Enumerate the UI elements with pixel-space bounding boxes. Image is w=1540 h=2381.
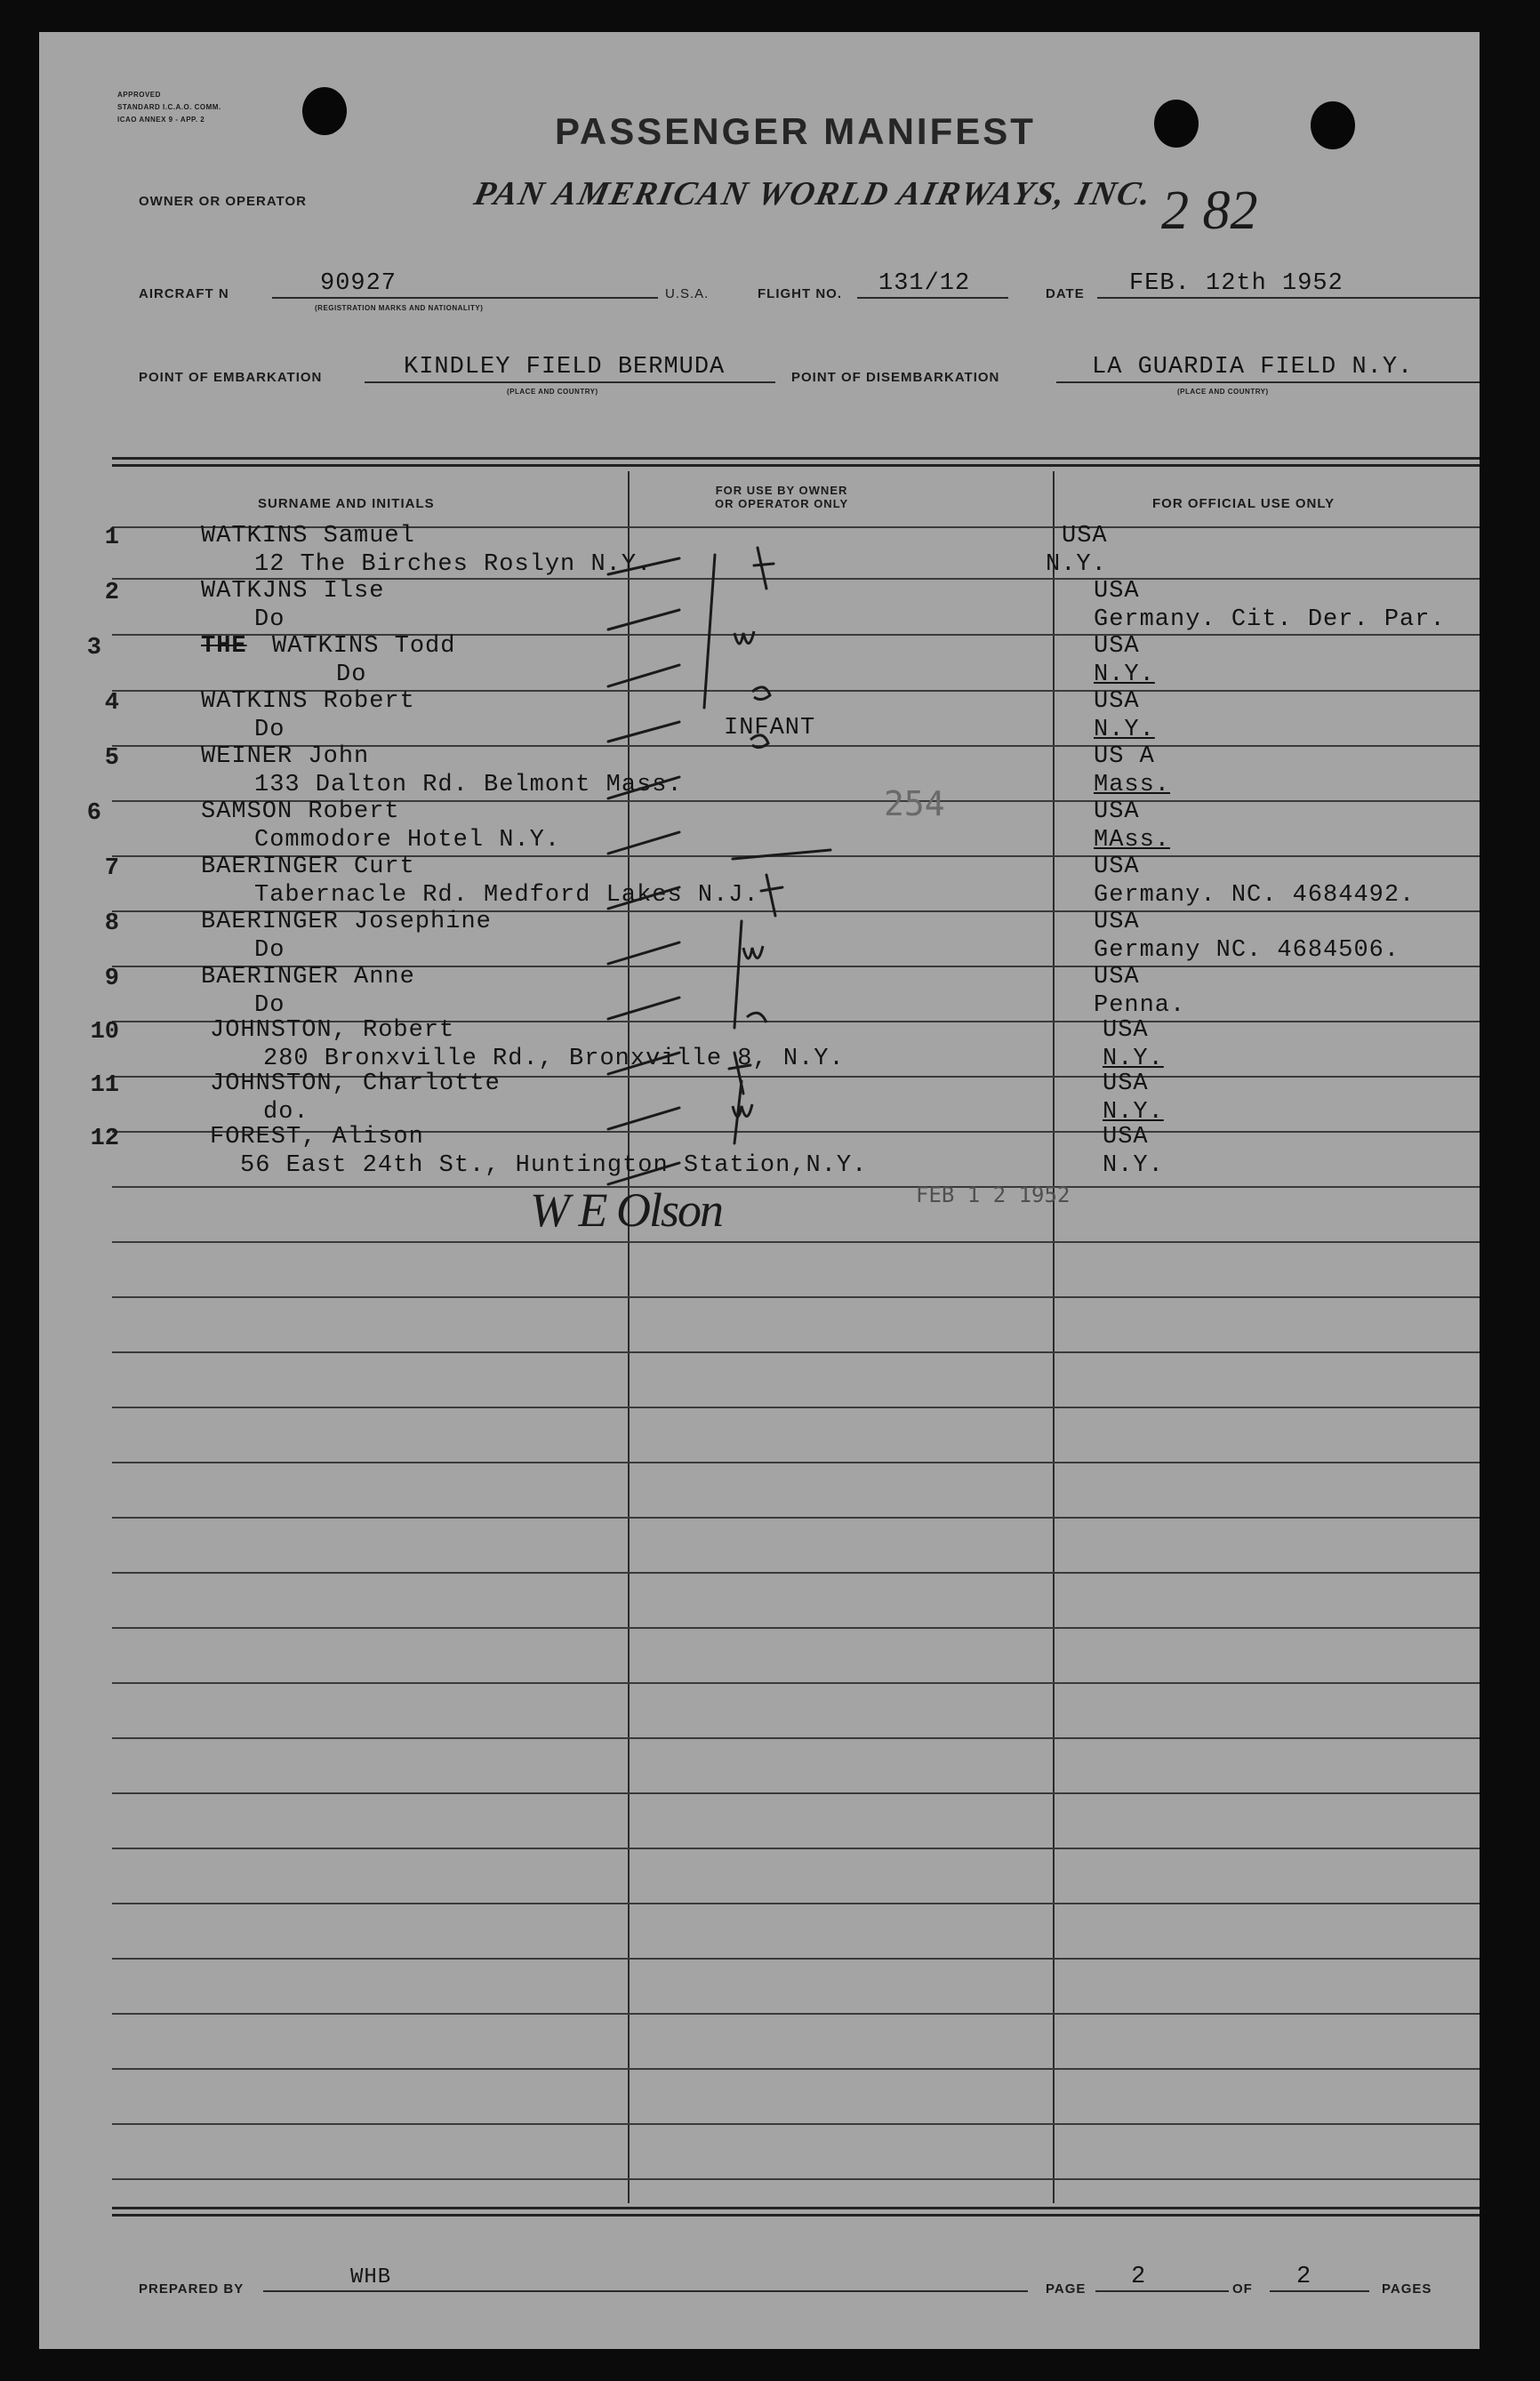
date-value: FEB. 12th 1952 [1129, 270, 1343, 297]
of-label: OF [1232, 2281, 1253, 2297]
aircraft-caption: (REGISTRATION MARKS AND NATIONALITY) [315, 304, 484, 312]
passenger-address: 12 The Birches Roslyn N.Y. [254, 551, 653, 578]
passenger-name: WEINER John [201, 743, 370, 770]
country-label: U.S.A. [665, 286, 710, 301]
disembark-label: POINT OF DISEMBARKATION [791, 370, 1000, 385]
residence: Germany NC. 4684506. [1094, 937, 1400, 964]
residence: Penna. [1094, 992, 1186, 1019]
passenger-name: BAERINGER Curt [201, 854, 415, 880]
header-owner-use: FOR USE BY OWNER OR OPERATOR ONLY [715, 484, 849, 510]
row-number: 1 [104, 525, 119, 551]
residence: N.Y. [1103, 1152, 1164, 1179]
owner-label: OWNER OR OPERATOR [139, 194, 307, 209]
aircraft-label: AIRCRAFT N [139, 286, 229, 301]
nationality: USA [1103, 1017, 1149, 1044]
passenger-name: JOHNSTON, Charlotte [210, 1070, 501, 1097]
date-stamp: FEB 1 2 1952 [916, 1182, 1071, 1207]
residence: N.Y. [1046, 551, 1107, 578]
row-number: 11 [90, 1072, 119, 1099]
passenger-address: do. [263, 1099, 309, 1126]
passenger-address: 133 Dalton Rd. Belmont Mass. [254, 772, 683, 798]
nationality: USA [1094, 688, 1140, 715]
punch-hole [1154, 100, 1199, 148]
residence: MAss. [1094, 827, 1171, 854]
approval-line-3: ICAO ANNEX 9 - APP. 2 [117, 116, 205, 124]
page-value: 2 [1131, 2264, 1147, 2290]
nationality: USA [1094, 854, 1140, 880]
prepared-label: PREPARED BY [139, 2281, 245, 2297]
embark-label: POINT OF EMBARKATION [139, 370, 323, 385]
passenger-address: Do [254, 992, 285, 1019]
row-number: 5 [104, 745, 119, 772]
nationality: USA [1103, 1070, 1149, 1097]
passenger-name: WATKINS Robert [201, 688, 415, 715]
owner-value: PAN AMERICAN WORLD AIRWAYS, INC. [470, 175, 1157, 212]
embark-value: KINDLEY FIELD BERMUDA [404, 354, 726, 381]
passenger-address: Do [254, 606, 285, 633]
approval-line-2: STANDARD I.C.A.O. COMM. [117, 103, 221, 111]
row-number: 12 [90, 1126, 119, 1152]
nationality: USA [1103, 1124, 1149, 1150]
row-number: 3 [86, 635, 101, 661]
row-number: 10 [90, 1019, 119, 1046]
passenger-name: BAERINGER Josephine [201, 909, 492, 935]
column-divider [628, 471, 630, 2203]
passenger-name: SAMSON Robert [201, 798, 400, 825]
flight-value: 131/12 [878, 270, 971, 297]
form-title: PASSENGER MANIFEST [555, 110, 1036, 152]
punch-hole [302, 87, 347, 135]
nationality: US A [1094, 743, 1155, 770]
passenger-address: Commodore Hotel N.Y. [254, 827, 561, 854]
passenger-name: WATKINS Todd [272, 633, 456, 660]
row-number: 6 [86, 800, 101, 827]
nationality: USA [1094, 633, 1140, 660]
aircraft-value: 90927 [320, 270, 397, 297]
of-value: 2 [1296, 2264, 1312, 2290]
row-number: 8 [104, 910, 119, 937]
approval-line-1: APPROVED [117, 91, 161, 99]
passenger-address: Do [254, 717, 285, 743]
passenger-address: 56 East 24th St., Huntington Station,N.Y. [240, 1152, 868, 1179]
prepared-value: WHB [350, 2265, 392, 2289]
passenger-name: WATKINS Samuel [201, 523, 415, 549]
handwritten-top-note: 2 82 [1161, 180, 1258, 241]
embark-caption: (PLACE AND COUNTRY) [507, 388, 598, 396]
residence: N.Y. [1094, 717, 1155, 743]
header-official: FOR OFFICIAL USE ONLY [1152, 496, 1335, 511]
passenger-name: FOREST, Alison [210, 1124, 424, 1150]
passenger-name: JOHNSTON, Robert [210, 1017, 455, 1044]
signature: W E Olson [530, 1183, 722, 1237]
column-divider [1053, 471, 1055, 2203]
nationality: USA [1094, 909, 1140, 935]
manifest-sheet [39, 32, 1480, 2349]
struck-prefix: THE [201, 633, 247, 660]
row-number: 2 [104, 580, 119, 606]
nationality: USA [1062, 523, 1108, 549]
disembark-caption: (PLACE AND COUNTRY) [1177, 388, 1269, 396]
residence: Germany. NC. 4684492. [1094, 882, 1416, 909]
passenger-name: WATKJNS Ilse [201, 578, 385, 605]
punch-hole [1311, 101, 1355, 149]
passenger-address: Do [254, 937, 285, 964]
header-surname: SURNAME AND INITIALS [258, 496, 435, 511]
passenger-address: Tabernacle Rd. Medford Lakes N.J. [254, 882, 759, 909]
residence: N.Y. [1103, 1046, 1164, 1072]
nationality: USA [1094, 964, 1140, 990]
passenger-address: 280 Bronxville Rd., Bronxville 8, N.Y. [263, 1046, 845, 1072]
date-label: DATE [1046, 286, 1085, 301]
stamped-number: 254 [884, 784, 945, 823]
residence: N.Y. [1094, 661, 1155, 688]
nationality: USA [1094, 798, 1140, 825]
infant-mark: INFANT [724, 715, 816, 742]
passenger-name: BAERINGER Anne [201, 964, 415, 990]
pages-label: PAGES [1382, 2281, 1432, 2297]
residence: N.Y. [1103, 1099, 1164, 1126]
page-label: PAGE [1046, 2281, 1087, 2297]
row-number: 9 [104, 966, 119, 992]
row-number: 4 [104, 690, 119, 717]
residence: Mass. [1094, 772, 1171, 798]
row-number: 7 [104, 855, 119, 882]
nationality: USA [1094, 578, 1140, 605]
residence: Germany. Cit. Der. Par. [1094, 606, 1446, 633]
flight-label: FLIGHT NO. [758, 286, 842, 301]
passenger-address: Do [336, 661, 367, 688]
disembark-value: LA GUARDIA FIELD N.Y. [1092, 354, 1414, 381]
